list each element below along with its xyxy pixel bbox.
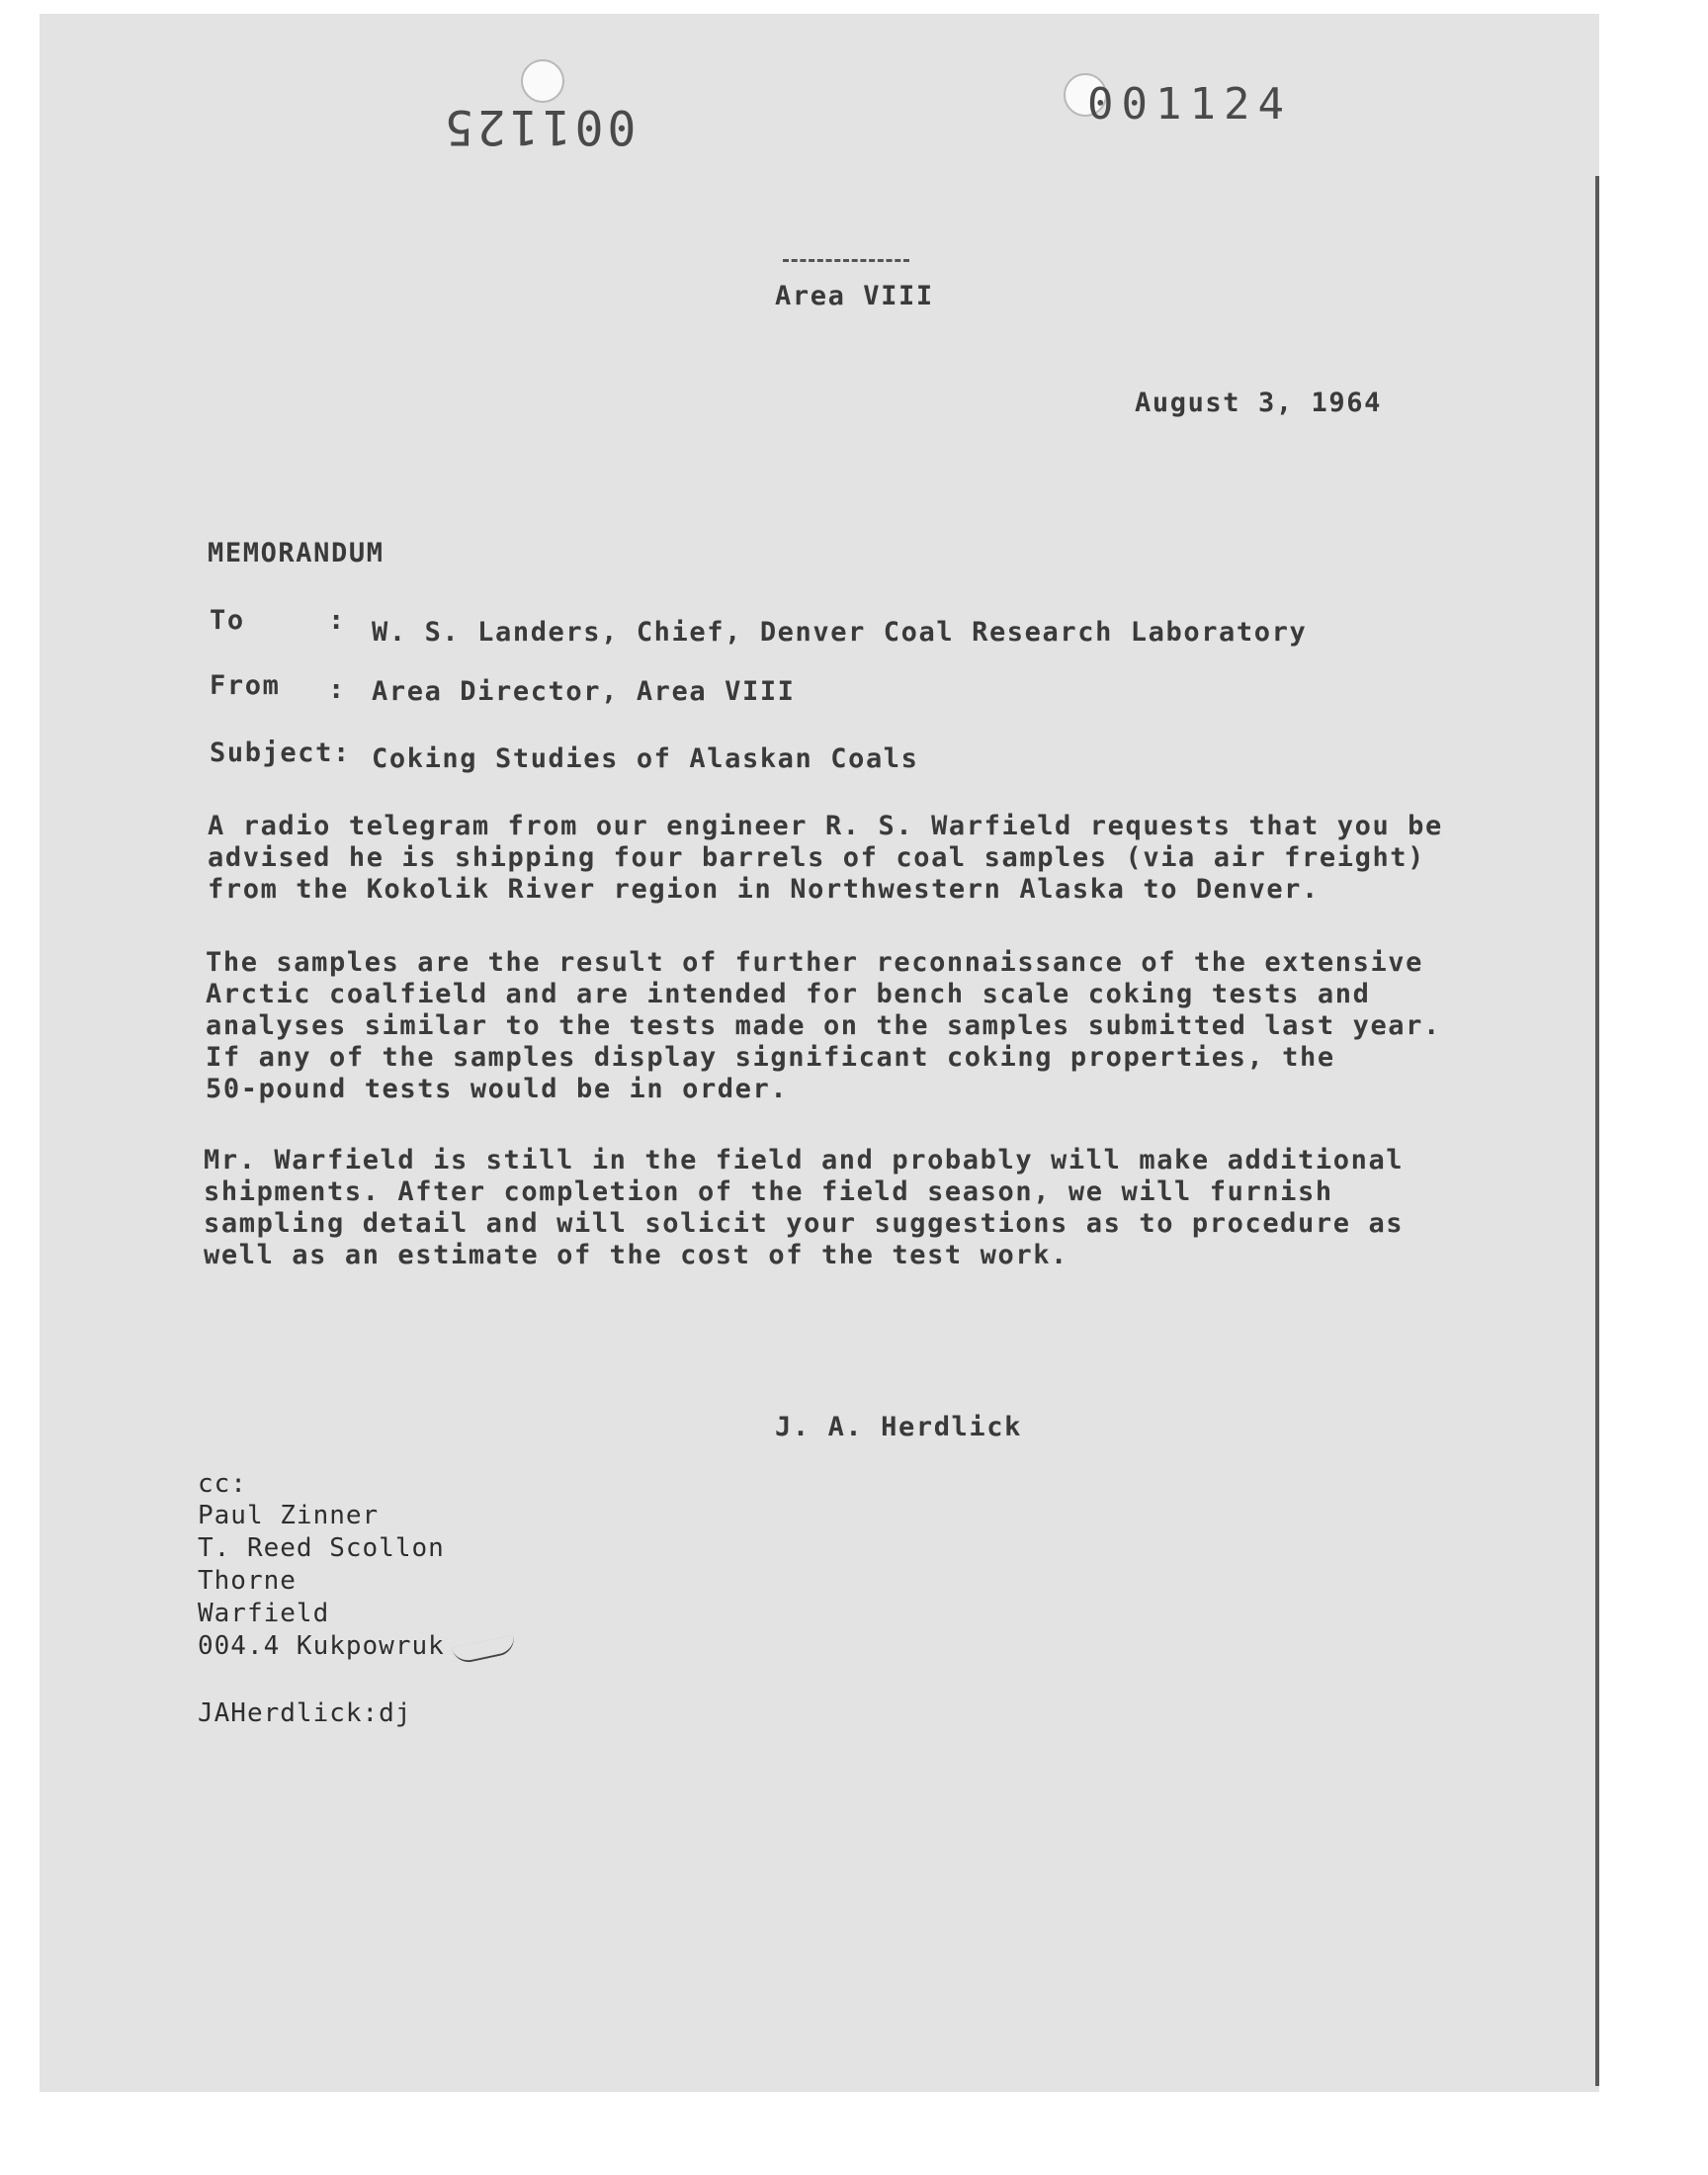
cc-recipient: Warfield bbox=[198, 1599, 330, 1628]
memo-heading: MEMORANDUM bbox=[208, 538, 384, 568]
para1-line: advised he is shipping four barrels of coal samples (via air freight) bbox=[208, 842, 1426, 873]
to-colon: : bbox=[328, 605, 346, 636]
para2-line: If any of the samples display significant coking properties, the bbox=[206, 1042, 1335, 1073]
signature: J. A. Herdlick bbox=[775, 1412, 1022, 1442]
para2-line: The samples are the result of further reconnaissance of the extensive bbox=[206, 947, 1424, 978]
page-edge-shadow bbox=[1595, 176, 1599, 2086]
para3-line: sampling detail and will solicit your suggestions as to procedure as bbox=[204, 1208, 1405, 1239]
para3-line: well as an estimate of the cost of the test work. bbox=[204, 1240, 1068, 1270]
subject-value: Coking Studies of Alaskan Coals bbox=[372, 743, 919, 774]
cc-recipient: T. Reed Scollon bbox=[198, 1533, 445, 1563]
typist-reference: JAHerdlick:dj bbox=[198, 1698, 412, 1728]
memo-date: August 3, 1964 bbox=[1135, 388, 1382, 418]
para1-line: from the Kokolik River region in Northwestern Alaska to Denver. bbox=[208, 874, 1320, 905]
cc-recipient: Paul Zinner bbox=[198, 1501, 380, 1530]
para2-line: 50-pound tests would be in order. bbox=[206, 1074, 789, 1104]
para2-line: Arctic coalfield and are intended for bench scale coking tests and bbox=[206, 979, 1371, 1009]
stamp-document-number: 001124 bbox=[1087, 79, 1292, 130]
area-heading: Area VIII bbox=[775, 281, 934, 311]
to-value: W. S. Landers, Chief, Denver Coal Research Laboratory bbox=[372, 617, 1308, 648]
stamp-number-upside-down: 001125 bbox=[441, 99, 637, 154]
para3-line: Mr. Warfield is still in the field and probably will make additional bbox=[204, 1145, 1405, 1175]
cc-recipient: 004.4 Kukpowruk bbox=[198, 1631, 445, 1661]
from-label: From bbox=[210, 670, 281, 701]
cc-recipient: Thorne bbox=[198, 1566, 297, 1596]
cc-label: cc: bbox=[198, 1469, 247, 1499]
to-label: To bbox=[210, 605, 245, 636]
punch-hole bbox=[521, 59, 564, 103]
from-colon: : bbox=[328, 674, 346, 705]
para3-line: shipments. After completion of the field season, we will furnish bbox=[204, 1176, 1333, 1207]
para1-line: A radio telegram from our engineer R. S. Warfield requests that you be bbox=[208, 811, 1443, 841]
from-value: Area Director, Area VIII bbox=[372, 676, 796, 707]
para2-line: analyses similar to the tests made on the samples submitted last year. bbox=[206, 1010, 1441, 1041]
subject-label: Subject: bbox=[210, 738, 351, 768]
header-rule bbox=[783, 259, 909, 262]
